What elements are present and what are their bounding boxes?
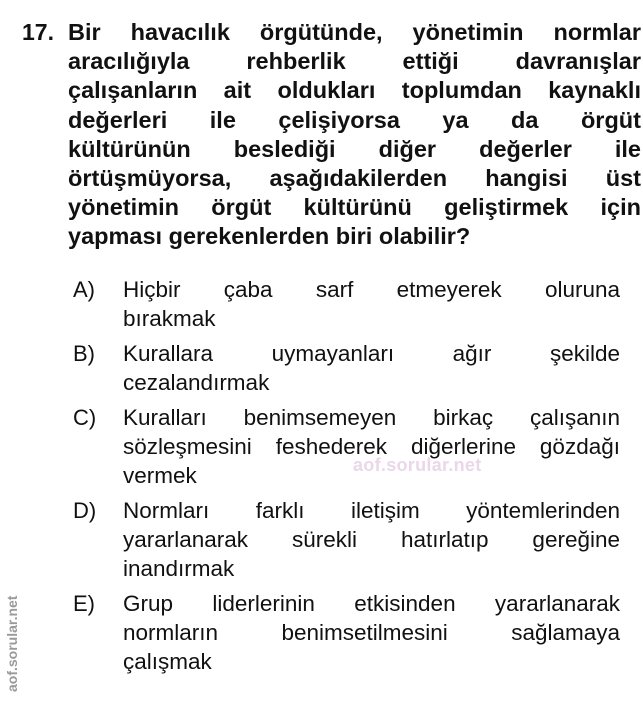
- option-line: sözleşmesini feshederek diğerlerine gözdağı: [123, 434, 620, 459]
- option-line: cezalandırmak: [123, 370, 270, 395]
- option-line: vermek: [123, 463, 197, 488]
- option-letter: E): [73, 591, 95, 616]
- option-line: Grup liderlerinin etkisinden yararlanarak: [123, 591, 620, 616]
- option-line: Hiçbir çaba sarf etmeyerek oluruna: [123, 277, 620, 302]
- question-line: Bir havacılık örgütünde, yönetimin normlar: [68, 19, 641, 45]
- question-number: 17.: [22, 19, 54, 45]
- option-b[interactable]: [73, 339, 621, 397]
- option-letter: C): [73, 405, 97, 430]
- option-c[interactable]: [73, 403, 621, 490]
- option-text: [123, 496, 620, 583]
- option-d[interactable]: [73, 496, 621, 583]
- option-line: normların benimsetilmesini sağlamaya: [123, 620, 620, 645]
- option-line: bırakmak: [123, 306, 216, 331]
- option-line: çalışmak: [123, 649, 212, 674]
- answer-options: [73, 275, 621, 682]
- option-e[interactable]: [73, 589, 621, 676]
- option-letter: A): [73, 277, 95, 302]
- question-line: çalışanların ait oldukları toplumdan kaynaklı: [68, 77, 641, 104]
- option-line: yararlanarak sürekli hatırlatıp gereğine: [123, 527, 620, 552]
- option-letter: B): [73, 341, 95, 366]
- option-line: Kurallara uymayanları ağır şekilde: [123, 341, 620, 366]
- question-line: kültürünün beslediği diğer değerler ile: [68, 135, 641, 162]
- question-line: değerleri ile çelişiyorsa ya da örgüt: [68, 106, 641, 133]
- option-line: inandırmak: [123, 556, 235, 581]
- question-text: [68, 18, 641, 252]
- option-line: Normları farklı iletişim yöntemlerinden: [123, 498, 620, 523]
- option-text: [123, 403, 620, 490]
- watermark-center: aof.sorular.net: [353, 455, 482, 475]
- option-a[interactable]: [73, 275, 621, 333]
- question-line: yapması gerekenlerden biri olabilir?: [68, 223, 471, 250]
- option-text: [123, 275, 620, 333]
- watermark-side: aof.sorular.net: [4, 595, 20, 692]
- question-line: aracılığıyla rehberlik ettiği davranışlar: [68, 48, 641, 75]
- option-text: [123, 339, 620, 397]
- question-line: yönetimin örgüt kültürünü geliştirmek için: [68, 194, 641, 221]
- option-text: [123, 589, 620, 676]
- question-line: örtüşmüyorsa, aşağıdakilerden hangisi üst: [68, 164, 641, 191]
- option-letter: D): [73, 498, 97, 523]
- option-line: Kuralları benimsemeyen birkaç çalışanın: [123, 405, 620, 430]
